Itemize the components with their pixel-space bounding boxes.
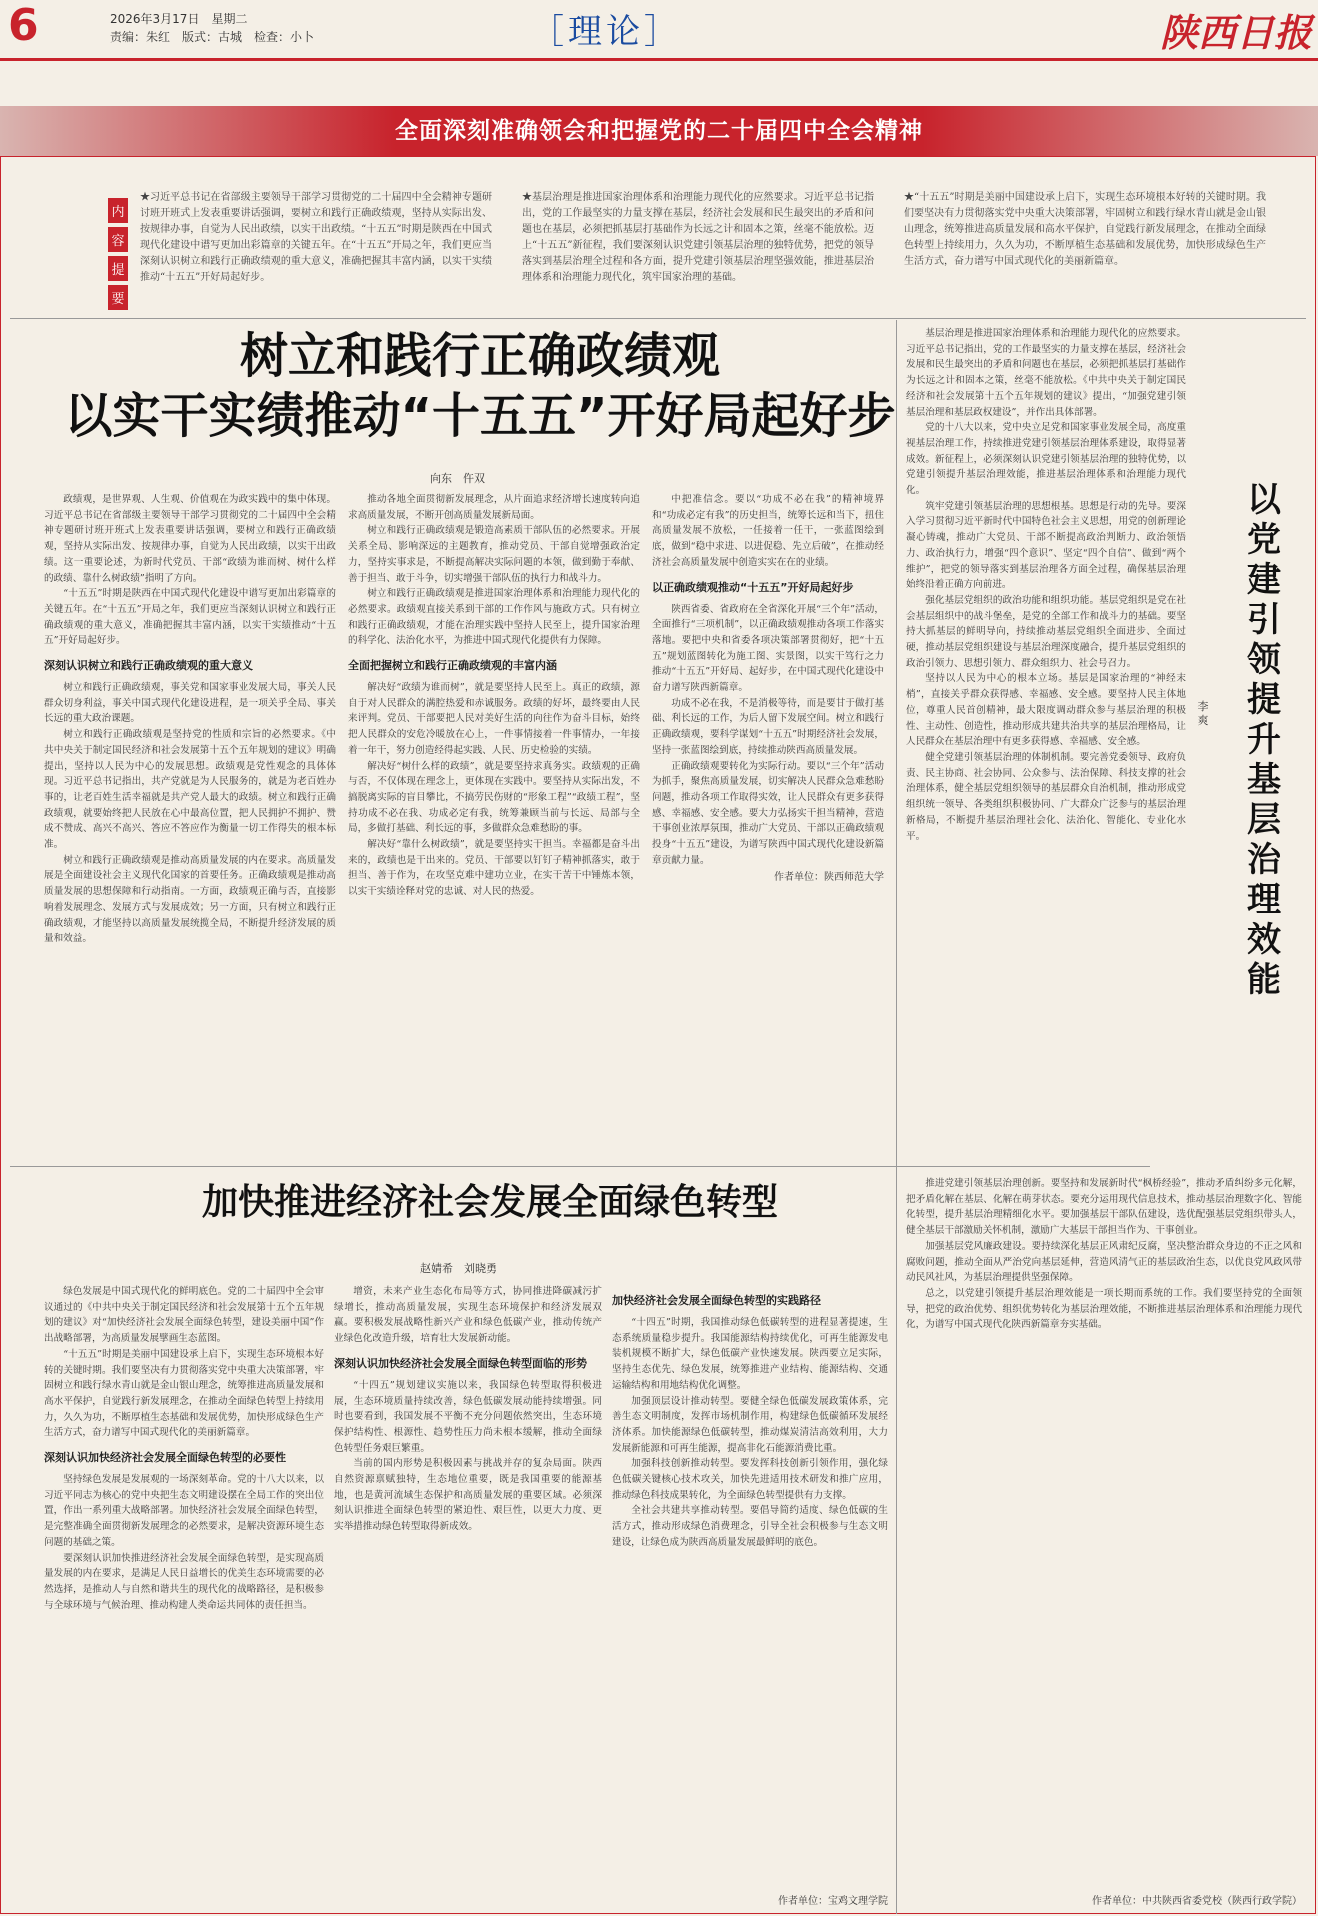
- paper-logo: 陕西日报: [1160, 10, 1313, 55]
- paragraph: “十五五”时期是美丽中国建设承上启下，实现生态环境根本好转的关键时期。我们要坚决有力贯彻落实党中央重大决策部署，牢固树立和践行绿水青山就是金山银山理念，统筹推进高质量发展和高水平保护，自觉践行新发展理念，在推动全面绿色转型上持续用力，久久为功，不断厚植生态基础和发展优势，加快形成绿色生产生活方式，奋力谱写中国式现代化的美丽新篇章。: [44, 1348, 324, 1439]
- article2-vertical-title: 以党建引领提升基层治理效能: [1247, 480, 1281, 1000]
- article2-credit: 作者单位：中共陕西省委党校（陕西行政学院）: [1092, 1896, 1302, 1907]
- paragraph: “十五五”时期是陕西在中国式现代化建设中谱写更加出彩篇章的关键五年。在“十五五”开局之年，我们更应当深刻认识树立和践行正确政绩观的重大意义，准确把握其丰富内涵，以实干实绩推动“十五五”开好局起好步。: [44, 588, 336, 647]
- paragraph: 树立和践行正确政绩观，事关党和国家事业发展大局，事关人民群众切身利益，事关中国式现代化建设进程，是一项关乎全局、事关长远的重大政治课题。: [44, 682, 336, 725]
- paragraph: 坚持以人民为中心的根本立场。基层是国家治理的“神经末梢”，直接关乎群众获得感、幸福感、安全感。要坚持人民主体地位，尊重人民首创精神，最大限度调动群众参与基层治理的积极性、主动性、创造性，推动形成共建共治共享的基层治理格局，让人民群众在基层治理中有更多获得感、幸福感、安全感。: [906, 673, 1186, 748]
- article1-column-1: [44, 492, 336, 1160]
- paragraph: 全社会共建共享推动转型。要倡导简约适度、绿色低碳的生活方式，推动形成绿色消费理念，引导全社会积极参与生态文明建设，让绿色成为陕西高质量发展最鲜明的底色。: [612, 1505, 888, 1548]
- banner-title: 全面深刻准确领会和把握党的二十届四中全会精神: [395, 118, 923, 144]
- column-divider: [896, 320, 897, 1914]
- paragraph: 筑牢党建引领基层治理的思想根基。思想是行动的先导。要深入学习贯彻习近平新时代中国特色社会主义思想，用党的创新理论凝心铸魂，推动广大党员、干部不断提高政治判断力、政治领悟力、政治执行力，增强“四个意识”、坚定“四个自信”、做到“两个维护”，把党的领导落实到基层治理各方面全过程，确保基层治理始终沿着正确方向前进。: [906, 500, 1186, 591]
- paragraph: “十四五”时期，我国推动绿色低碳转型的进程显著提速，生态系统质量稳步提升。我国能源结构持续优化，可再生能源发电装机规模不断扩大，绿色低碳产业快速发展。陕西要立足实际，坚持生态优先、绿色发展，统筹推进产业结构、能源结构、交通运输结构和用地结构优化调整。: [612, 1317, 888, 1391]
- article3-column-3: [612, 1284, 888, 1888]
- paragraph: 解决好“政绩为谁而树”，就是要坚持人民至上。真正的政绩，源自于对人民群众的满腔热爱和赤诚服务。政绩的好坏，最终要由人民来评判。党员、干部要把人民对美好生活的向往作为奋斗目标，始终把人民群众的安危冷暖放在心上，一件事情接着一件事情办，一年接着一年干，努力创造经得起实践、人民、历史检验的实绩。: [348, 682, 640, 756]
- masthead-rule: [0, 58, 1318, 61]
- paragraph: 党的十八大以来，党中央立足党和国家事业发展全局，高度重视基层治理工作，持续推进党建引领基层治理体系建设，取得显著成效。新征程上，必须深刻认识党建引领基层治理的独特优势，以党建引领提升基层治理效能，推进基层治理体系和治理能力现代化。: [906, 422, 1186, 497]
- paragraph: 绿色发展是中国式现代化的鲜明底色。党的二十届四中全会审议通过的《中共中央关于制定国民经济和社会发展第十五个五年规划的建议》对“加快经济社会发展全面绿色转型，建设美丽中国”作出战略部署，为高质量发展擘画生态蓝图。: [44, 1286, 324, 1345]
- article1-subheading-2: 全面把握树立和践行正确政绩观的丰富内涵: [348, 659, 557, 673]
- issue-info: [110, 10, 314, 46]
- article1-subheading-1: 深刻认识树立和践行正确政绩观的重大意义: [44, 659, 253, 673]
- article3-byline: 赵婧希 刘晓勇: [420, 1262, 497, 1275]
- article1-column-3: [652, 492, 884, 1160]
- divider: [10, 1166, 1150, 1167]
- article3-subheading-1: 深刻认识加快经济社会发展全面绿色转型的必要性: [44, 1451, 286, 1465]
- paragraph: 强化基层党组织的政治功能和组织功能。基层党组织是党在社会基层组织中的战斗堡垒，是党的全部工作和战斗力的基础。要坚持大抓基层的鲜明导向，持续推动基层党组织全面进步、全面过硬，推动基层党组织建设与基层治理深度融合，提升基层党组织的政治引领力、思想引领力、群众组织力、社会号召力。: [906, 594, 1186, 669]
- paragraph: 坚持绿色发展是发展观的一场深刻革命。党的十八大以来，以习近平同志为核心的党中央把生态文明建设摆在全局工作的突出位置，作出一系列重大战略部署。加快经济社会发展全面绿色转型，是完整准确全面贯彻新发展理念的必然要求，是解决资源环境生态问题的基础之策。: [44, 1474, 324, 1548]
- paragraph: 加强基层党风廉政建设。要持续深化基层正风肃纪反腐，坚决整治群众身边的不正之风和腐败问题，推动全面从严治党向基层延伸，营造风清气正的基层政治生态，以优良党风政风带动民风社风，为基层治理提供坚强保障。: [906, 1240, 1302, 1284]
- page-number: 6: [8, 0, 39, 51]
- article3-credit: 作者单位：宝鸡文理学院: [778, 1896, 888, 1907]
- article1-title-line2: 以实干实绩推动“十五五”开好局起好步: [64, 388, 896, 444]
- article3-column-2: [334, 1284, 602, 1904]
- article3-column-1: [44, 1284, 324, 1904]
- article1-title-line1: 树立和践行正确政绩观: [239, 328, 720, 384]
- abstract-tag: [108, 198, 128, 314]
- divider: [10, 318, 1306, 319]
- article2-author: 李爽: [1197, 700, 1209, 727]
- section-title: ［理论］: [530, 12, 682, 52]
- paragraph: 树立和践行正确政绩观是推进国家治理体系和治理能力现代化的必然要求。政绩观直接关系到干部的工作作风与施政方式。只有树立和践行正确政绩观，才能在治理实践中坚持人民至上，提升国家治理的科学化、法治化水平，为推进中国式现代化提供有力保障。: [348, 588, 640, 647]
- article1-subheading-3: 以正确政绩观推动“十五五”开好局起好步: [652, 580, 854, 594]
- paragraph: 要深刻认识加快推进经济社会发展全面绿色转型，是实现高质量发展的内在要求，是满足人民日益增长的优美生态环境需要的必然选择，是推动人与自然和谐共生的现代化的战略路径，是积极参与全球环境与气候治理、推动构建人类命运共同体的责任担当。: [44, 1552, 324, 1611]
- paragraph: 功成不必在我，不是消极等待，而是要甘于做打基础、利长远的工作，为后人留下发展空间。树立和践行正确政绩观，要科学谋划“十五五”时期经济社会发展，坚持一张蓝图绘到底，持续推动陕西高质量发展。: [652, 697, 884, 756]
- abstract-tag-char: 提: [108, 256, 128, 281]
- paragraph: 解决好“靠什么树政绩”，就是要坚持实干担当。幸福都是奋斗出来的，政绩也是干出来的。党员、干部要以钉钉子精神抓落实，敢于担当、善于作为，在攻坚克难中建功立业，在实干苦干中锤炼本领，以实干实绩诠释对党的忠诚、对人民的热爱。: [348, 839, 640, 898]
- paragraph: 增资，未来产业生态化布局等方式，协同推进降碳减污扩绿增长，推动高质量发展，实现生态环境保护和经济发展双赢。要积极发展战略性新兴产业和绿色低碳产业，推动传统产业绿色化改造升级，培育壮大发展新动能。: [334, 1286, 602, 1345]
- paragraph: 基层治理是推进国家治理体系和治理能力现代化的应然要求。习近平总书记指出，党的工作最坚实的力量支撑在基层，经济社会发展和民生最突出的矛盾和问题也在基层，必须把抓基层打基础作为长远之计和固本之策，丝毫不能放松。《中共中央关于制定国民经济和社会发展第十五个五年规划的建议》提出，“加强党建引领基层治理和基层政权建设”，并作出具体部署。: [906, 328, 1186, 418]
- paragraph: 树立和践行正确政绩观是坚持党的性质和宗旨的必然要求。《中共中央关于制定国民经济和社会发展第十五个五年规划的建议》明确提出，坚持以人民为中心的发展思想。政绩观是党性观念的具体体现。习近平总书记指出，共产党就是为人民服务的，就是为老百姓办事的，让老百姓生活幸福就是共产党人最大的政绩。树立和践行正确政绩观，就要始终把人民放在心中最高位置，把人民拥护不拥护、赞成不赞成、高兴不高兴、答应不答应作为衡量一切工作得失的根本标准。: [44, 729, 336, 851]
- article3-title: 加快推进经济社会发展全面绿色转型: [201, 1182, 778, 1223]
- paragraph: 正确政绩观要转化为实际行动。要以“三个年”活动为抓手，聚焦高质量发展，切实解决人民群众急难愁盼问题，推动各项工作取得实效，让人民群众有更多获得感、幸福感、安全感。要大力弘扬实干担当精神，营造干事创业浓厚氛围，推动广大党员、干部以正确政绩观投身“十五五”建设，为谱写陕西中国式现代化建设新篇章贡献力量。: [652, 760, 884, 866]
- paragraph: 解决好“树什么样的政绩”，就是要坚持求真务实。政绩观的正确与否，不仅体现在理念上，更体现在实践中。要坚持从实际出发，不搞脱离实际的盲目攀比，不搞劳民伤财的“形象工程”“政绩工程”，坚持功成不必在我、功成必定有我，统筹兼顾当前与长远、局部与全局，多做打基础、利长远的事，多做群众急难愁盼的事。: [348, 760, 640, 835]
- paragraph: 陕西省委、省政府在全省深化开展“三个年”活动，全面推行“三项机制”，以正确政绩观推动各项工作落实落地。要把中央和省委各项决策部署贯彻好，把“十五五”规划蓝图转化为施工图、实景图，以实干笃行之力推动“十五五”开好局、起好步，在中国式现代化建设中奋力谱写陕西新篇章。: [652, 603, 884, 694]
- article3-subheading-3: 加快经济社会发展全面绿色转型的实践路径: [612, 1294, 821, 1307]
- paragraph: 树立和践行正确政绩观是锻造高素质干部队伍的必然要求。开展关系全局、影响深远的主题教育，推动党员、干部自觉增强政治定力，坚持实事求是，不断提高解决实际问题的本领，做到勤于奉献、善于担当、敢于斗争，切实增强干部队伍的执行力和战斗力。: [348, 525, 640, 584]
- abstract-column-2: ★基层治理是推进国家治理体系和治理能力现代化的应然要求。习近平总书记指出，党的工作最坚实的力量支撑在基层，经济社会发展和民生最突出的矛盾和问题也在基层，必须把抓基层打基础作为长远之计和固本之策，丝毫不能放松。迈上“十五五”新征程，我们要深刻认识党建引领基层治理的独特优势，把党的领导落实到基层治理全过程和各方面，提升党建引领基层治理坚强效能，推进基层治理体系和治理能力现代化，筑牢国家治理的基础。: [522, 192, 874, 283]
- article1-credit: 作者单位：陕西师范大学: [774, 872, 884, 884]
- abstract-tag-char: 容: [108, 227, 128, 252]
- paragraph: 总之，以党建引领提升基层治理效能是一项长期而系统的工作。我们要坚持党的全面领导，把党的政治优势、组织优势转化为基层治理效能，不断推进基层治理体系和治理能力现代化，为谱写中国式现代化陕西新篇章夯实基础。: [906, 1287, 1302, 1331]
- paragraph: 中把准信念。要以“功成不必在我”的精神境界和“功成必定有我”的历史担当，统筹长远和当下，扭住高质量发展不放松，一任接着一任干，一张蓝图绘到底，做到“稳中求进、以进促稳、先立后破”，在推动经济社会高质量发展中创造实实在在的业绩。: [652, 494, 884, 568]
- article2-column-top: [906, 326, 1186, 1162]
- paragraph: 推动各地全面贯彻新发展理念，从片面追求经济增长速度转向追求高质量发展，不断开创高质量发展新局面。: [348, 494, 640, 521]
- paragraph: “十四五”规划建议实施以来，我国绿色转型取得积极进展，生态环境质量持续改善，绿色低碳发展动能持续增强。同时也要看到，我国发展不平衡不充分问题依然突出，生态环境保护结构性、根源性、趋势性压力尚未根本缓解，推动全面绿色转型任务艰巨繁重。: [334, 1379, 602, 1454]
- paragraph: 当前的国内形势是积极因素与挑战并存的复杂局面。陕西自然资源禀赋独特，生态地位重要，既是我国重要的能源基地，也是黄河流域生态保护和高质量发展的重要区域。必须深刻认识推进全面绿色转型的紧迫性、艰巨性，以更大力度、更实举措推动绿色转型取得新成效。: [334, 1458, 602, 1533]
- editor-credits: 责编：朱红 版式：古城 检查：小卜: [110, 30, 315, 44]
- paragraph: 政绩观，是世界观、人生观、价值观在为政实践中的集中体现。习近平总书记在省部级主要领导干部学习贯彻党的二十届四中全会精神专题研讨班开班式上发表重要讲话强调，要树立和践行正确政绩观，坚持从实际出发、按规律办事，自觉为人民出政绩，以实干出政绩。这一重要论述，为新时代党员、干部“政绩为谁而树、树什么样的政绩、靠什么树政绩”指明了方向。: [44, 494, 336, 584]
- paragraph: 加强顶层设计推动转型。要健全绿色低碳发展政策体系，完善生态文明制度，发挥市场机制作用，构建绿色低碳循环发展经济体系。加快能源绿色低碳转型，推动煤炭清洁高效利用，大力发展新能源和可再生能源，提高非化石能源消费比重。: [612, 1395, 888, 1454]
- article3-subheading-2: 深刻认识加快经济社会发展全面绿色转型面临的形势: [334, 1356, 587, 1370]
- abstract-tag-char: 内: [108, 198, 128, 223]
- issue-date: 2026年3月17日 星期二: [110, 12, 248, 26]
- paragraph: 加强科技创新推动转型。要发挥科技创新引领作用，强化绿色低碳关键核心技术攻关，加快先进适用技术研发和推广应用，推动绿色科技成果转化，为全面绿色转型提供有力支撑。: [612, 1458, 888, 1501]
- paragraph: 健全党建引领基层治理的体制机制。要完善党委领导、政府负责、民主协商、社会协同、公众参与、法治保障、科技支撑的社会治理体系，健全基层党组织领导的基层群众自治机制，推动形成党组织统一领导、各类组织积极协同、广大群众广泛参与的基层治理新格局，不断提升基层治理社会化、法治化、智能化、专业化水平。: [906, 751, 1186, 842]
- abstract-tag-char: 要: [108, 285, 128, 310]
- article1-title: [30, 326, 930, 446]
- paragraph: 推进党建引领基层治理创新。要坚持和发展新时代“枫桥经验”，推动矛盾纠纷多元化解，把矛盾化解在基层、化解在萌芽状态。要充分运用现代信息技术，推动基层治理数字化、智能化转型，提升基层治理精细化水平。要加强基层干部队伍建设，选优配强基层党组织带头人，健全基层干部激励关怀机制，激励广大基层干部担当作为、干事创业。: [906, 1178, 1302, 1237]
- abstract-column-1: ★习近平总书记在省部级主要领导干部学习贯彻党的二十届四中全会精神专题研讨班开班式上发表重要讲话强调，要树立和践行正确政绩观，坚持从实际出发、按规律办事，自觉为人民出政绩，以实干出政绩。“十五五”时期是陕西在中国式现代化建设中谱写更加出彩篇章的关键五年。在“十五五”开局之年，我们更应当深刻认识树立和践行正确政绩观的重大意义，准确把握其丰富内涵，以实干实绩推动“十五五”开好局起好步。: [140, 192, 492, 283]
- paragraph: 树立和践行正确政绩观是推动高质量发展的内在要求。高质量发展是全面建设社会主义现代化国家的首要任务。正确政绩观是推动高质量发展的思想保障和行动指南。一方面，政绩观正确与否，直接影响着发展理念、发展方式与发展成效；另一方面，只有树立和践行正确政绩观，才能坚持以高质量发展统揽全局，不断提升经济发展的质量和效益。: [44, 854, 336, 945]
- article2-column-bottom: [906, 1176, 1302, 1888]
- abstract-column-3: ★“十五五”时期是美丽中国建设承上启下，实现生态环境根本好转的关键时期。我们要坚决有力贯彻落实党中央重大决策部署，牢固树立和践行绿水青山就是金山银山理念，统筹推进高质量发展和高水平保护，自觉践行新发展理念，在推动全面绿色转型上持续用力，久久为功，不断厚植生态基础和发展优势，加快形成绿色生产生活方式，奋力谱写中国式现代化的美丽新篇章。: [904, 192, 1266, 267]
- article1-byline: 向东 仵双: [430, 472, 485, 485]
- article1-column-2: [348, 492, 640, 1160]
